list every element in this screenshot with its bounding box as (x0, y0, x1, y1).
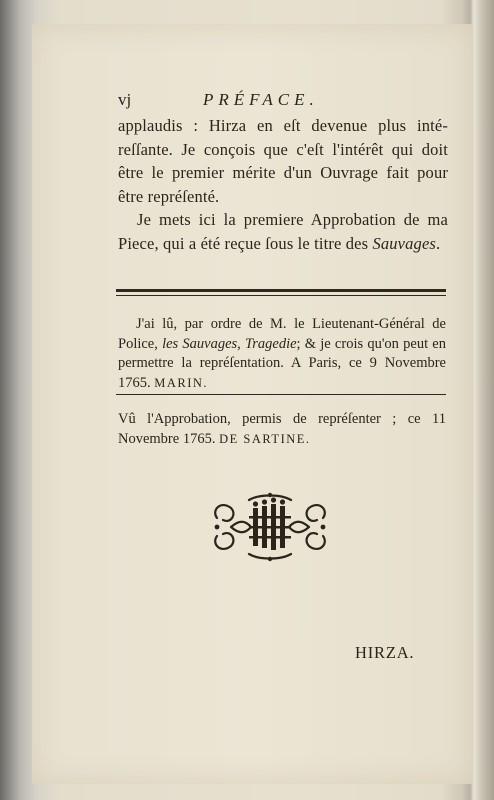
preface-text (118, 114, 448, 255)
fleuron-svg (209, 492, 331, 562)
paragraph-2 (118, 208, 448, 255)
page-header (118, 90, 362, 114)
running-title: PRÉFACE. (203, 90, 319, 109)
signature-hirza: HIRZA. (355, 643, 415, 662)
floral-fleuron-ornament-icon (209, 492, 331, 562)
approval-italic-title: les Sauvages, Tragedie (162, 335, 297, 352)
double-rule-divider (116, 289, 446, 296)
approval-signer: MARIN. (154, 375, 209, 390)
single-rule-divider (116, 394, 446, 395)
approval-part-1: J'ai lû, par ordre de M. le Lieutenant-Général de Police, (118, 316, 446, 352)
permit-part: Vû l'Approbation, permis de repréſenter ; ce 11 Novembre 1765. (118, 411, 446, 447)
play-title-italic: Sauvages (372, 233, 436, 253)
permit-signer: DE SARTINE. (219, 431, 311, 446)
approval-part-2: ; & je crois qu'on peut en permettre la repréſentation. A Paris, ce 9 Novembre 1765. (118, 335, 446, 391)
paragraph-2-end: . (436, 233, 441, 253)
paragraph-2-text: Je mets ici la premiere Approbation de ma Piece, qui a été reçue ſous le titre des (118, 210, 448, 253)
approval-notice (118, 315, 446, 393)
approval-text (118, 315, 446, 393)
paragraph-1: applaudis : Hirza en eſt devenue plus inté-reſſante. Je conçois que c'eſt l'intérêt qui doit être le premier mérite d'un Ouvrage fait pour être repréſenté. (118, 116, 448, 206)
permission-notice (118, 410, 446, 449)
permit-text (118, 410, 446, 449)
page-number: vj (118, 90, 132, 109)
